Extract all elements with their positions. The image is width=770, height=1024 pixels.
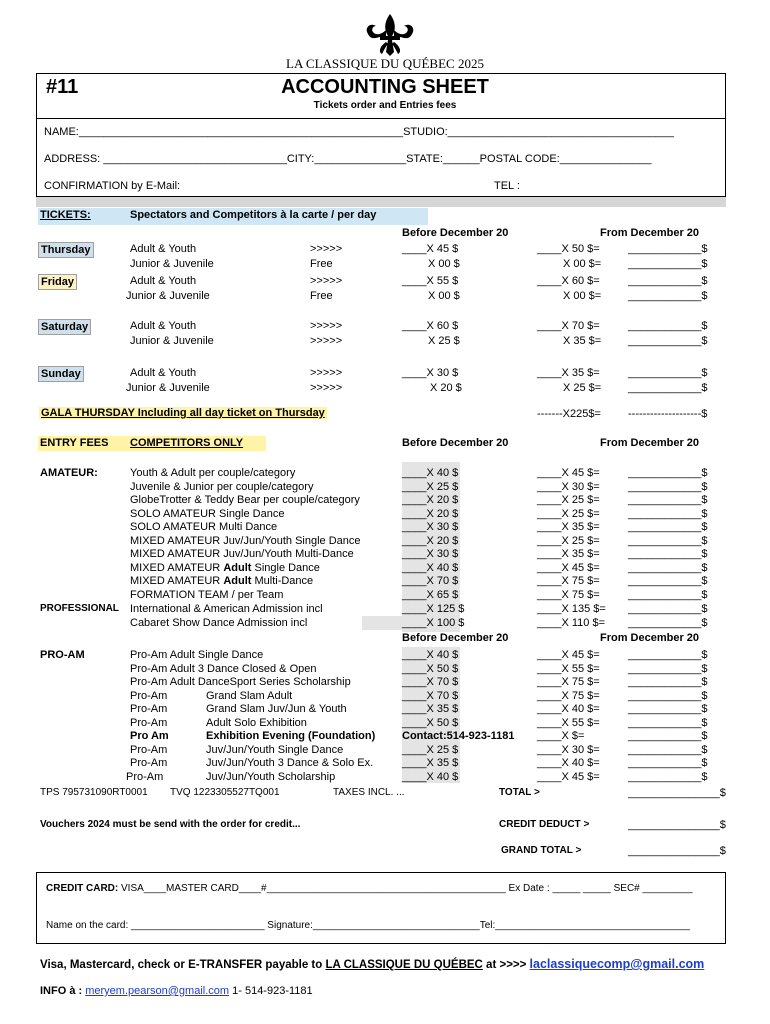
sheet-title: ACCOUNTING SHEET bbox=[281, 76, 489, 98]
proam-from-price[interactable]: ____X 55 $= bbox=[537, 663, 600, 675]
entry-desc-part: MIXED AMATEUR bbox=[130, 562, 224, 574]
entry-before-price[interactable]: ____X 70 $ bbox=[402, 575, 459, 587]
proam-from-price[interactable]: ____X 55 $= bbox=[537, 717, 600, 729]
professional-label: PROFESSIONAL bbox=[40, 603, 119, 614]
amateur-label: AMATEUR: bbox=[40, 467, 98, 479]
sheet-number: #11 bbox=[46, 76, 79, 98]
ticket-from[interactable]: X 00 $= bbox=[563, 290, 602, 302]
proam-description: Pro-Am Adult Single Dance bbox=[130, 649, 264, 661]
proam-from-price[interactable]: ____X 75 $= bbox=[537, 690, 600, 702]
ticket-label: Junior & Juvenile bbox=[130, 335, 214, 347]
entry-before-price[interactable]: ____X 40 $ bbox=[402, 562, 459, 574]
ticket-from[interactable]: X 25 $= bbox=[563, 382, 602, 394]
entry-total[interactable]: ____________$ bbox=[628, 467, 708, 479]
tps-number: TPS 795731090RT0001 bbox=[40, 787, 148, 798]
entry-from-price[interactable]: ____X 45 $= bbox=[537, 467, 600, 479]
divider bbox=[36, 118, 726, 119]
ticket-total[interactable]: ____________$ bbox=[628, 367, 708, 379]
ticket-before[interactable]: ____X 55 $ bbox=[402, 275, 459, 287]
event-title: LA CLASSIQUE DU QUÉBEC 2025 bbox=[286, 56, 484, 71]
proam-total[interactable]: ____________$ bbox=[628, 649, 708, 661]
entry-total[interactable]: ____________$ bbox=[628, 575, 708, 587]
professional-from-price[interactable]: ____X 135 $= bbox=[537, 603, 606, 615]
payee-name: LA CLASSIQUE DU QUÉBEC bbox=[325, 959, 483, 971]
gala-thursday-label: GALA THURSDAY Including all day ticket on Thursday bbox=[41, 407, 325, 419]
entry-total[interactable]: ____________$ bbox=[628, 562, 708, 574]
proam-description: Juv/Jun/Youth 3 Dance & Solo Ex. bbox=[206, 757, 374, 769]
ticket-label: Junior & Juvenile bbox=[126, 290, 210, 302]
ticket-arrow: >>>>> bbox=[310, 335, 343, 347]
payment-text: Visa, Mastercard, check or E-TRANSFER payable to bbox=[40, 959, 326, 971]
entry-description: MIXED AMATEUR Juv/Jun/Youth Multi-Dance bbox=[130, 548, 354, 560]
ticket-from[interactable]: ____X 70 $= bbox=[537, 320, 600, 332]
proam-before-price[interactable]: ____X 70 $ bbox=[402, 676, 459, 688]
entry-from-price[interactable]: ____X 25 $= bbox=[537, 508, 600, 520]
day-friday: Friday bbox=[38, 274, 77, 290]
ticket-total[interactable]: ____________$ bbox=[628, 290, 708, 302]
entry-before-price[interactable]: ____X 40 $ bbox=[402, 467, 459, 479]
proam-from-price[interactable]: ____X 75 $= bbox=[537, 676, 600, 688]
info-label: INFO à : bbox=[40, 985, 86, 997]
proam-type: Pro-Am bbox=[130, 757, 168, 769]
ticket-before[interactable]: X 20 $ bbox=[430, 382, 462, 394]
proam-total[interactable]: ____________$ bbox=[628, 717, 708, 729]
ticket-total[interactable]: ____________$ bbox=[628, 320, 708, 332]
entry-before-price[interactable]: ____X 65 $ bbox=[402, 589, 459, 601]
shade-cell bbox=[362, 616, 402, 630]
entry-description: MIXED AMATEUR Juv/Jun/Youth Single Dance bbox=[130, 535, 361, 547]
proam-type: Pro-Am bbox=[130, 717, 168, 729]
entry-total[interactable]: ____________$ bbox=[628, 535, 708, 547]
proam-before-price[interactable]: ____X 40 $ bbox=[402, 771, 459, 783]
proam-type: Pro-Am bbox=[130, 690, 168, 702]
entry-desc-part: Multi-Dance bbox=[251, 575, 314, 587]
entry-desc-bold: Adult bbox=[223, 562, 252, 574]
proam-type: Pro Am bbox=[130, 730, 169, 742]
day-sunday: Sunday bbox=[38, 366, 84, 382]
payment-line bbox=[40, 957, 704, 971]
proam-total[interactable]: ____________$ bbox=[628, 676, 708, 688]
tickets-col-before: Before December 20 bbox=[402, 227, 509, 239]
ticket-arrow: >>>>> bbox=[310, 275, 343, 287]
proam-before-price[interactable]: Contact:514-923-1181 bbox=[402, 730, 515, 742]
proam-before-price[interactable]: ____X 35 $ bbox=[402, 757, 459, 769]
ticket-total[interactable]: ____________$ bbox=[628, 243, 708, 255]
entry-total[interactable]: ____________$ bbox=[628, 494, 708, 506]
tickets-description: Spectators and Competitors à la carte / per day bbox=[130, 209, 377, 221]
ticket-label: Junior & Juvenile bbox=[130, 258, 214, 270]
entry-description: SOLO AMATEUR Multi Dance bbox=[130, 521, 278, 533]
entry-total[interactable]: ____________$ bbox=[628, 481, 708, 493]
entry-desc-bold: Adult bbox=[223, 575, 252, 587]
proam-total[interactable]: ____________$ bbox=[628, 663, 708, 675]
ticket-total[interactable]: ____________$ bbox=[628, 258, 708, 270]
ticket-label: Adult & Youth bbox=[130, 275, 197, 287]
ticket-arrow: >>>>> bbox=[310, 243, 343, 255]
taxes-included: TAXES INCL. ... bbox=[333, 787, 405, 798]
proam-from-price[interactable]: ____X 45 $= bbox=[537, 771, 600, 783]
ticket-arrow: >>>>> bbox=[310, 367, 343, 379]
proam-from-price[interactable]: ____X 30 $= bbox=[537, 744, 600, 756]
gala-total[interactable]: --------------------$ bbox=[628, 408, 708, 420]
tel-field[interactable]: TEL : bbox=[494, 180, 520, 192]
payment-email-link[interactable]: laclassiquecomp@gmail.com bbox=[529, 957, 705, 971]
address-field[interactable]: ADDRESS: ______________________________CITY:_______________STATE:______POSTAL CODE:_______________ bbox=[44, 153, 652, 165]
total-label: TOTAL > bbox=[499, 787, 540, 798]
tickets-col-from: From December 20 bbox=[600, 227, 700, 239]
entry-description: FORMATION TEAM / per Team bbox=[130, 589, 284, 601]
entry-description: Juvenile & Junior per couple/category bbox=[130, 481, 314, 493]
proam-total[interactable]: ____________$ bbox=[628, 771, 708, 783]
entry-from-price[interactable]: ____X 75 $= bbox=[537, 589, 600, 601]
proam-description: Pro-Am Adult DanceSport Series Scholarship bbox=[130, 676, 351, 688]
entry-before-price[interactable]: ____X 25 $ bbox=[402, 481, 459, 493]
ticket-from[interactable]: X 00 $= bbox=[563, 258, 602, 270]
name-studio-field[interactable]: NAME:_____________________________________________________STUDIO:_____________________________________ bbox=[44, 126, 675, 138]
ticket-arrow: >>>>> bbox=[310, 320, 343, 332]
proam-before-price[interactable]: ____X 35 $ bbox=[402, 703, 459, 715]
ticket-from[interactable]: ____X 50 $= bbox=[537, 243, 600, 255]
professional-total[interactable]: ____________$ bbox=[628, 603, 708, 615]
proam-type: Pro-Am bbox=[130, 744, 168, 756]
entry-from-price[interactable]: ____X 45 $= bbox=[537, 562, 600, 574]
ticket-before[interactable]: X 00 $ bbox=[428, 258, 460, 270]
professional-from-price[interactable]: ____X 110 $= bbox=[537, 617, 605, 629]
entry-from-price[interactable]: ____X 75 $= bbox=[537, 575, 600, 587]
entry-fees-label: ENTRY FEES bbox=[40, 437, 109, 449]
entry-from-price[interactable]: ____X 30 $= bbox=[537, 481, 600, 493]
proam-before-price[interactable]: ____X 50 $ bbox=[402, 663, 459, 675]
proam-col-before: Before December 20 bbox=[402, 632, 509, 644]
entry-total[interactable]: ____________$ bbox=[628, 548, 708, 560]
professional-before-price[interactable]: ____X 100 $ bbox=[402, 617, 465, 629]
proam-from-price[interactable]: ____X 40 $= bbox=[537, 757, 600, 769]
professional-total[interactable]: ____________$ bbox=[628, 617, 708, 629]
professional-description: Cabaret Show Dance Admission incl bbox=[130, 617, 308, 629]
entry-from-price[interactable]: ____X 35 $= bbox=[537, 548, 600, 560]
entry-before-price[interactable]: ____X 30 $ bbox=[402, 548, 459, 560]
grand-total-field[interactable]: _______________$ bbox=[628, 845, 726, 857]
ticket-total[interactable]: ____________$ bbox=[628, 275, 708, 287]
day-thursday: Thursday bbox=[38, 242, 94, 258]
fleur-de-lis-logo bbox=[362, 12, 418, 56]
proam-from-price[interactable]: ____X 40 $= bbox=[537, 703, 600, 715]
proam-before-price[interactable]: ____X 70 $ bbox=[402, 690, 459, 702]
ticket-arrow: Free bbox=[310, 258, 333, 270]
gala-price[interactable]: -------X225$= bbox=[537, 408, 601, 420]
proam-before-price[interactable]: ____X 25 $ bbox=[402, 744, 459, 756]
proam-from-price[interactable]: ____X $= bbox=[537, 730, 585, 742]
proam-description: Pro-Am Adult 3 Dance Closed & Open bbox=[130, 663, 317, 675]
ticket-total[interactable]: ____________$ bbox=[628, 335, 708, 347]
ticket-total[interactable]: ____________$ bbox=[628, 382, 708, 394]
entry-description: GlobeTrotter & Teddy Bear per couple/category bbox=[130, 494, 360, 506]
total-field[interactable]: _______________$ bbox=[628, 787, 726, 799]
proam-total[interactable]: ____________$ bbox=[628, 703, 708, 715]
proam-description: Exhibition Evening (Foundation) bbox=[206, 730, 376, 742]
entry-col-before: Before December 20 bbox=[402, 437, 509, 449]
credit-card-fields[interactable]: VISA____MASTER CARD____#___________________________________________ Ex Date : _____ _____ SEC# _________ bbox=[118, 883, 693, 894]
proam-before-price[interactable]: ____X 40 $ bbox=[402, 649, 459, 661]
day-saturday: Saturday bbox=[38, 319, 91, 335]
proam-label: PRO-AM bbox=[40, 649, 85, 661]
entry-before-price[interactable]: ____X 20 $ bbox=[402, 535, 459, 547]
credit-deduct-label: CREDIT DEDUCT > bbox=[499, 819, 590, 830]
entry-desc-part: MIXED AMATEUR bbox=[130, 575, 224, 587]
tickets-label: TICKETS: bbox=[40, 209, 91, 221]
professional-before-price[interactable]: ____X 125 $ bbox=[402, 603, 465, 615]
proam-before-price[interactable]: ____X 50 $ bbox=[402, 717, 459, 729]
ticket-arrow: >>>>> bbox=[310, 382, 343, 394]
ticket-before[interactable]: ____X 45 $ bbox=[402, 243, 459, 255]
professional-description: International & American Admission incl bbox=[130, 603, 323, 615]
header-strip bbox=[36, 196, 726, 207]
vouchers-note: Vouchers 2024 must be send with the order for credit... bbox=[40, 819, 301, 830]
proam-description: Grand Slam Juv/Jun & Youth bbox=[206, 703, 347, 715]
info-line bbox=[40, 985, 313, 997]
proam-type: Pro-Am bbox=[130, 703, 168, 715]
ticket-label: Adult & Youth bbox=[130, 320, 197, 332]
tvq-number: TVQ 1223305527TQ001 bbox=[170, 787, 280, 798]
ticket-arrow: Free bbox=[310, 290, 333, 302]
grand-total-label: GRAND TOTAL > bbox=[501, 845, 582, 856]
credit-card-line[interactable] bbox=[46, 883, 693, 894]
entry-desc-part: Single Dance bbox=[251, 562, 320, 574]
entry-from-price[interactable]: ____X 35 $= bbox=[537, 521, 600, 533]
proam-description: Juv/Jun/Youth Single Dance bbox=[206, 744, 344, 756]
ticket-before[interactable]: ____X 30 $ bbox=[402, 367, 459, 379]
entry-total[interactable]: ____________$ bbox=[628, 521, 708, 533]
confirmation-email-field[interactable]: CONFIRMATION by E-Mail: bbox=[44, 180, 181, 192]
entry-description bbox=[130, 562, 320, 574]
info-phone: 1- 514-923-1181 bbox=[229, 985, 313, 997]
ticket-label: Adult & Youth bbox=[130, 243, 197, 255]
ticket-label: Adult & Youth bbox=[130, 367, 197, 379]
proam-type: Pro-Am bbox=[126, 771, 164, 783]
proam-description: Grand Slam Adult bbox=[206, 690, 293, 702]
entry-description: SOLO AMATEUR Single Dance bbox=[130, 508, 285, 520]
ticket-from[interactable]: ____X 35 $= bbox=[537, 367, 600, 379]
ticket-before[interactable]: ____X 60 $ bbox=[402, 320, 459, 332]
entry-from-price[interactable]: ____X 25 $= bbox=[537, 494, 600, 506]
entry-col-from: From December 20 bbox=[600, 437, 700, 449]
entry-from-price[interactable]: ____X 25 $= bbox=[537, 535, 600, 547]
competitors-only-label: COMPETITORS ONLY bbox=[130, 437, 244, 449]
proam-col-from: From December 20 bbox=[600, 632, 700, 644]
proam-from-price[interactable]: ____X 45 $= bbox=[537, 649, 600, 661]
entry-description bbox=[130, 575, 313, 587]
ticket-before[interactable]: X 00 $ bbox=[428, 290, 460, 302]
card-name-signature-line[interactable]: Name on the card: ________________________ Signature:______________________________Tel:___________________________________ bbox=[46, 920, 690, 931]
entry-before-price[interactable]: ____X 20 $ bbox=[402, 508, 459, 520]
credit-card-label: CREDIT CARD: bbox=[46, 883, 119, 894]
proam-total[interactable]: ____________$ bbox=[628, 730, 708, 742]
sheet-subtitle: Tickets order and Entries fees bbox=[313, 100, 457, 111]
entry-total[interactable]: ____________$ bbox=[628, 589, 708, 601]
entry-total[interactable]: ____________$ bbox=[628, 508, 708, 520]
proam-description: Adult Solo Exhibition bbox=[206, 717, 307, 729]
proam-total[interactable]: ____________$ bbox=[628, 744, 708, 756]
ticket-before[interactable]: X 25 $ bbox=[428, 335, 460, 347]
ticket-from[interactable]: ____X 60 $= bbox=[537, 275, 600, 287]
ticket-from[interactable]: X 35 $= bbox=[563, 335, 602, 347]
proam-total[interactable]: ____________$ bbox=[628, 757, 708, 769]
ticket-label: Junior & Juvenile bbox=[126, 382, 210, 394]
payment-text-arrow: at >>>> bbox=[482, 959, 530, 971]
proam-description: Juv/Jun/Youth Scholarship bbox=[206, 771, 336, 783]
proam-total[interactable]: ____________$ bbox=[628, 690, 708, 702]
entry-before-price[interactable]: ____X 20 $ bbox=[402, 494, 459, 506]
credit-deduct-field[interactable]: _______________$ bbox=[628, 819, 726, 831]
entry-description: Youth & Adult per couple/category bbox=[130, 467, 296, 479]
entry-before-price[interactable]: ____X 30 $ bbox=[402, 521, 459, 533]
info-email-link[interactable]: meryem.pearson@gmail.com bbox=[85, 985, 230, 997]
